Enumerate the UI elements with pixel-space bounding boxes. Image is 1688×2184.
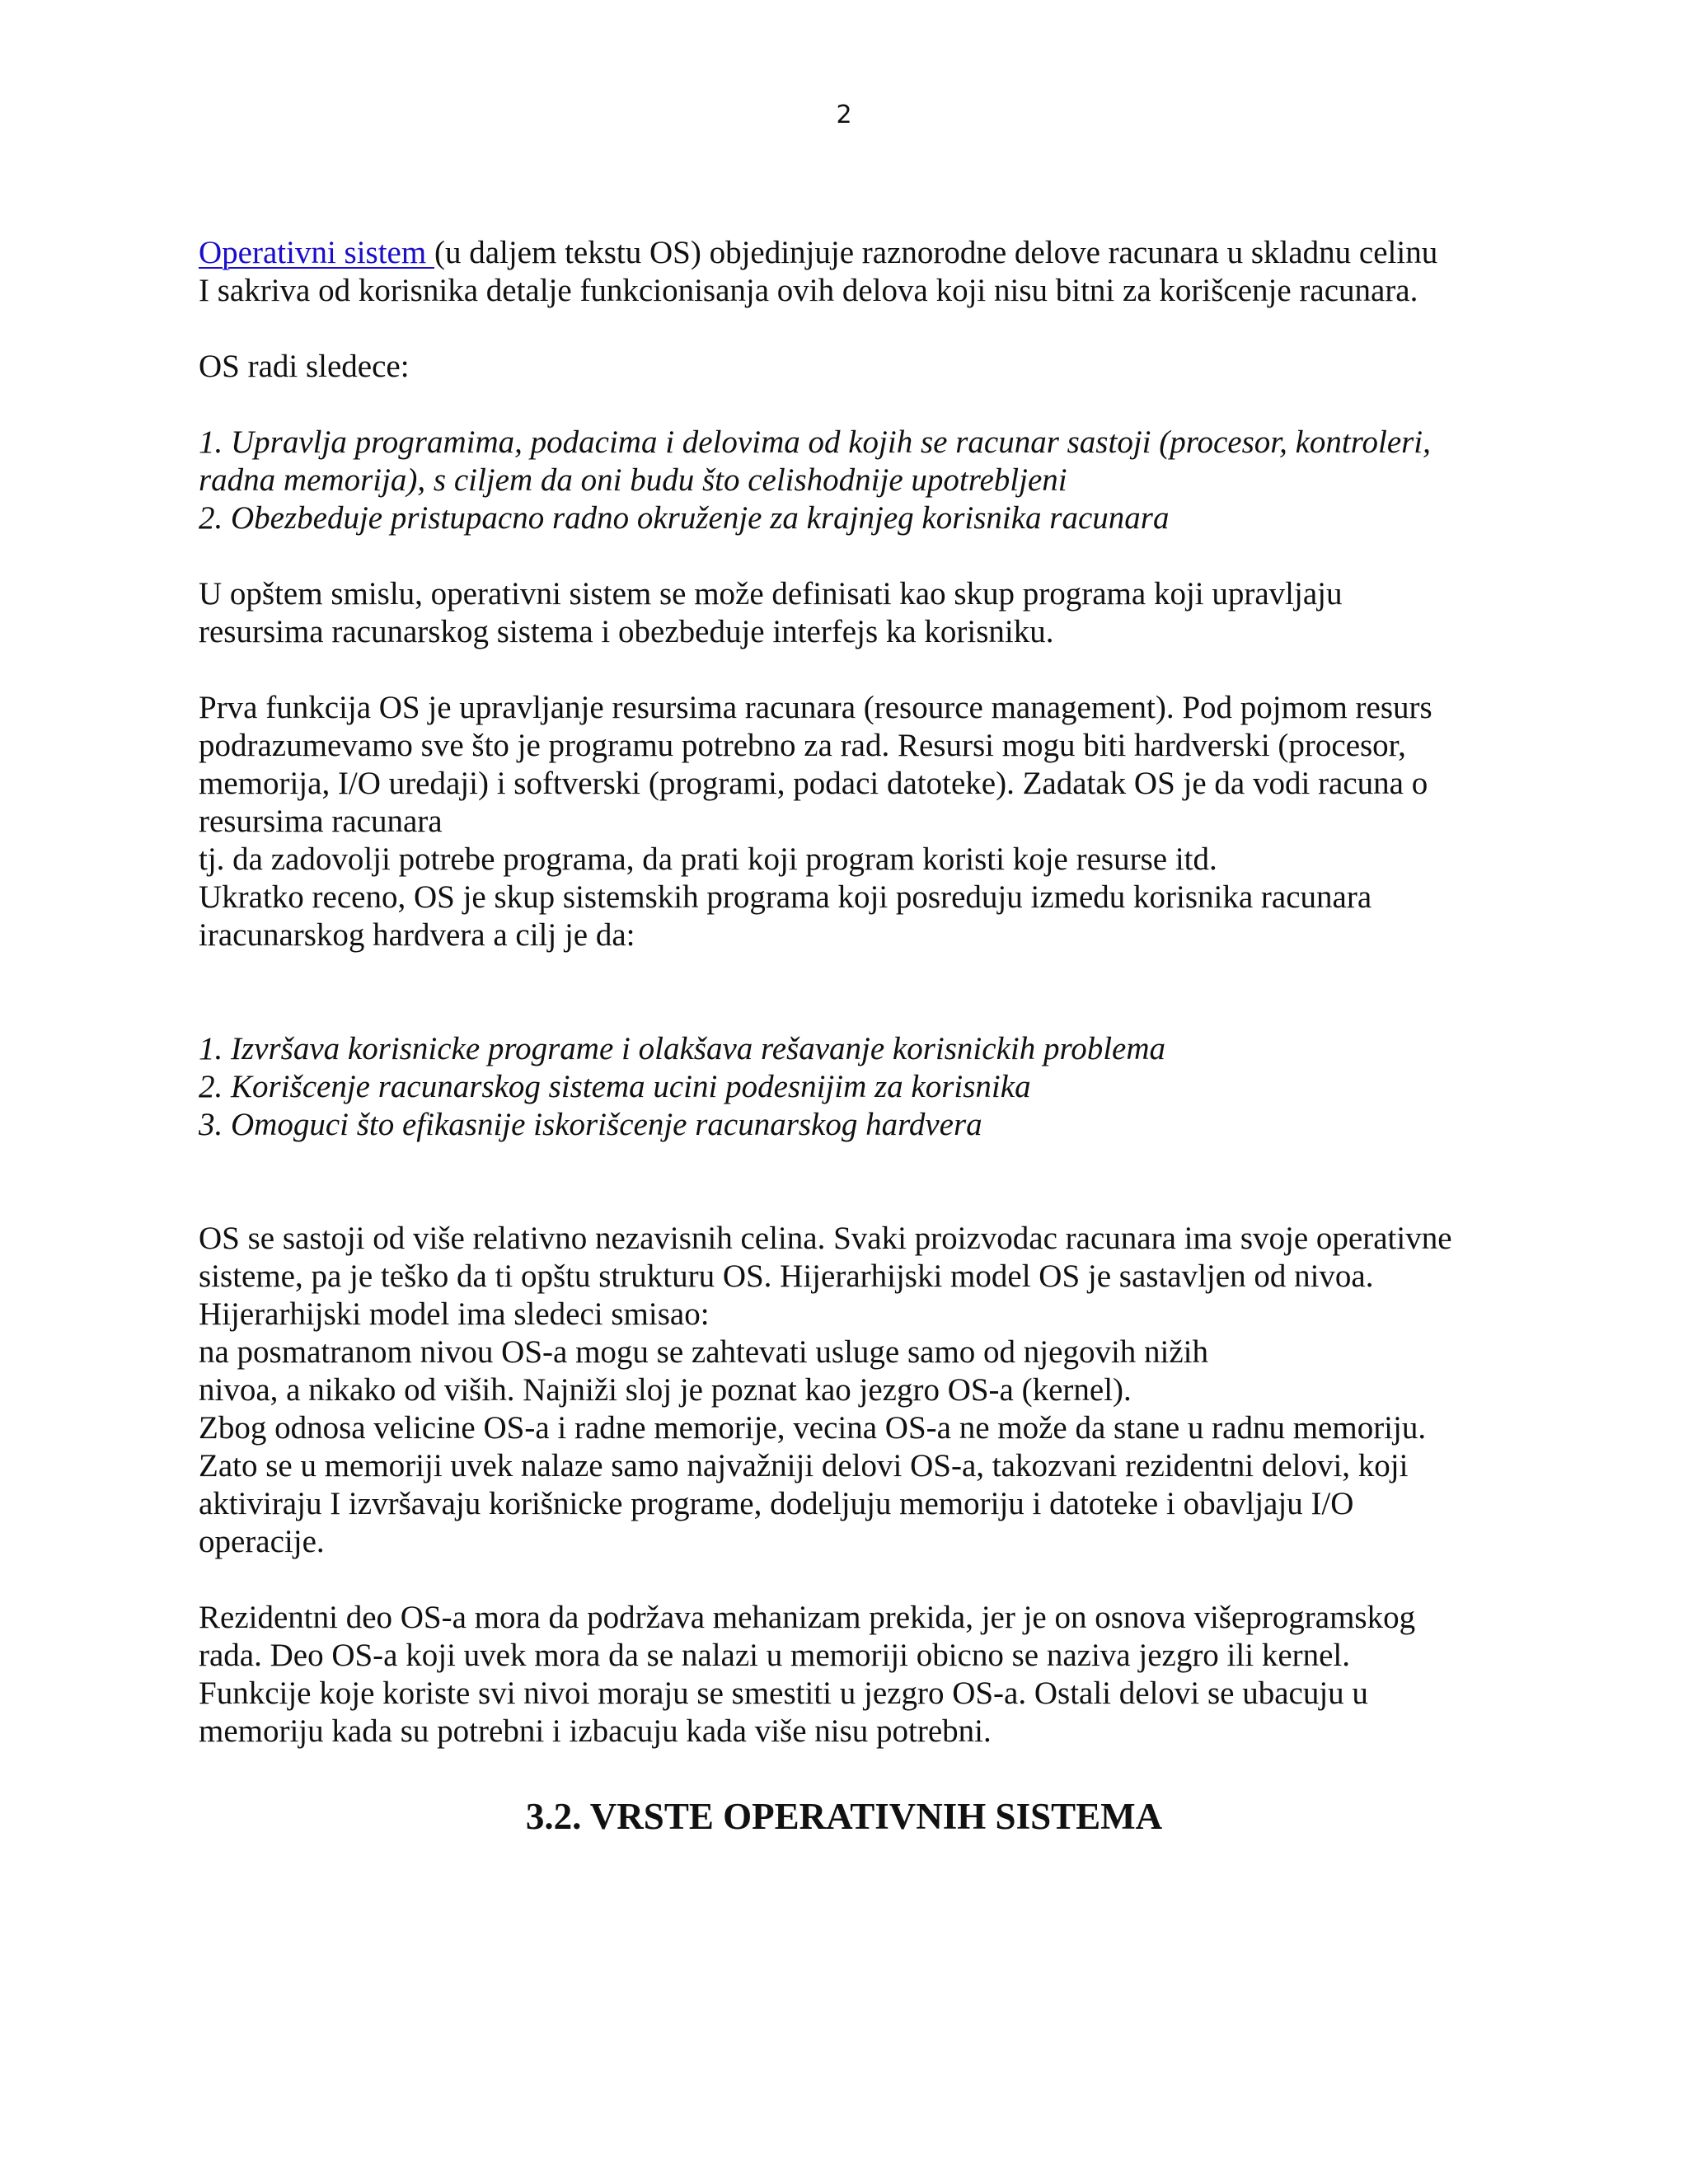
text-line: iracunarskog hardvera a cilj je da: bbox=[199, 917, 635, 953]
text-line: Rezidentni deo OS-a mora da podržava mehanizam prekida, jer je on osnova višeprogramskog bbox=[199, 1600, 1416, 1635]
text-line: resursima racunara bbox=[199, 804, 443, 839]
text-line: Prva funkcija OS je upravljanje resursima racunara (resource management). Pod pojmom resurs bbox=[199, 690, 1432, 725]
text-line: Zato se u memoriji uvek nalaze samo najvažniji delovi OS-a, takozvani rezidentni delovi, koji bbox=[199, 1448, 1409, 1483]
text-line: aktiviraju I izvršavaju korišnicke programe, dodeljuju memoriju i datoteke i obavljaju I/O bbox=[199, 1486, 1354, 1521]
spacer bbox=[199, 1144, 1534, 1220]
resident-paragraph bbox=[199, 1599, 1534, 1750]
list-item: radna memorija), s ciljem da oni budu što celishodnije upotrebljeni bbox=[199, 462, 1067, 498]
text-line: Ukratko receno, OS je skup sistemskih programa koji posreduju izmedu korisnika racunara bbox=[199, 879, 1372, 915]
list-item: 3. Omoguci što efikasnije iskorišcenje racunarskog hardvera bbox=[199, 1107, 982, 1142]
section-heading: 3.2. VRSTE OPERATIVNIH SISTEMA bbox=[525, 1796, 1163, 1837]
intro-line-1-text: (u daljem tekstu OS) objedinjuje raznorodne delove racunara u skladnu celinu bbox=[434, 235, 1438, 270]
os-goals-list bbox=[199, 1030, 1534, 1144]
operativni-sistem-link[interactable]: Operativni sistem bbox=[199, 235, 434, 270]
list-item: 1. Upravlja programima, podacima i delovima od kojih se racunar sastoji (procesor, kontroleri, bbox=[199, 424, 1431, 460]
text-line: tj. da zadovolji potrebe programa, da prati koji program koristi koje resurse itd. bbox=[199, 841, 1217, 877]
text-line: memoriju kada su potrebni i izbacuju kada više nisu potrebni. bbox=[199, 1713, 992, 1749]
list-item: 1. Izvršava korisnicke programe i olakšava rešavanje korisnickih problema bbox=[199, 1031, 1166, 1066]
text-line: sisteme, pa je teško da ti opštu strukturu OS. Hijerarhijski model OS je sastavljen od nivoa. bbox=[199, 1258, 1374, 1294]
text-line: podrazumevamo sve što je programu potrebno za rad. Resursi mogu biti hardverski (procesor, bbox=[199, 728, 1406, 763]
general-definition-paragraph bbox=[199, 575, 1534, 651]
text-line: na posmatranom nivou OS-a mogu se zahtevati usluge samo od njegovih nižih bbox=[199, 1334, 1209, 1370]
spacer bbox=[199, 954, 1534, 1030]
text-line: OS se sastoji od više relativno nezavisnih celina. Svaki proizvodac racunara ima svoje operativne bbox=[199, 1221, 1452, 1256]
text-line: Zbog odnosa velicine OS-a i radne memorije, vecina OS-a ne može da stane u radnu memoriju. bbox=[199, 1410, 1427, 1446]
text-line: Funkcije koje koriste svi nivoi moraju se smestiti u jezgro OS-a. Ostali delovi se ubacuju u bbox=[199, 1675, 1368, 1711]
intro-line-2: I sakriva od korisnika detalje funkcionisanja ovih delova koji nisu bitni za korišcenje racunara. bbox=[199, 273, 1418, 308]
document-body bbox=[199, 234, 1534, 1788]
text-line: memorija, I/O uredaji) i softverski (programi, podaci datoteke). Zadatak OS je da vodi racuna o bbox=[199, 766, 1428, 801]
os-functions-list bbox=[199, 424, 1534, 537]
text-line: Hijerarhijski model ima sledeci smisao: bbox=[199, 1296, 710, 1332]
text-line: rada. Deo OS-a koji uvek mora da se nalazi u memoriji obicno se naziva jezgro ili kernel. bbox=[199, 1638, 1351, 1673]
os-does-line: OS radi sledece: bbox=[199, 349, 410, 384]
intro-line-1 bbox=[199, 234, 1534, 272]
text-line: nivoa, a nikako od viših. Najniži sloj je poznat kao jezgro OS-a (kernel). bbox=[199, 1372, 1132, 1408]
text-line: operacije. bbox=[199, 1524, 325, 1559]
text-line: U opštem smislu, operativni sistem se može definisati kao skup programa koji upravljaju bbox=[199, 576, 1343, 612]
text-line: resursima racunarskog sistema i obezbeduje interfejs ka korisniku. bbox=[199, 614, 1054, 649]
list-item: 2. Korišcenje racunarskog sistema ucini podesnijim za korisnika bbox=[199, 1069, 1031, 1104]
intro-paragraph bbox=[199, 234, 1534, 310]
page-number: 2 bbox=[836, 101, 852, 129]
os-does-paragraph bbox=[199, 348, 1534, 386]
resource-management-paragraph bbox=[199, 689, 1534, 954]
list-item: 2. Obezbeduje pristupacno radno okruženje za krajnjeg korisnika racunara bbox=[199, 500, 1170, 536]
structure-paragraph bbox=[199, 1220, 1534, 1561]
